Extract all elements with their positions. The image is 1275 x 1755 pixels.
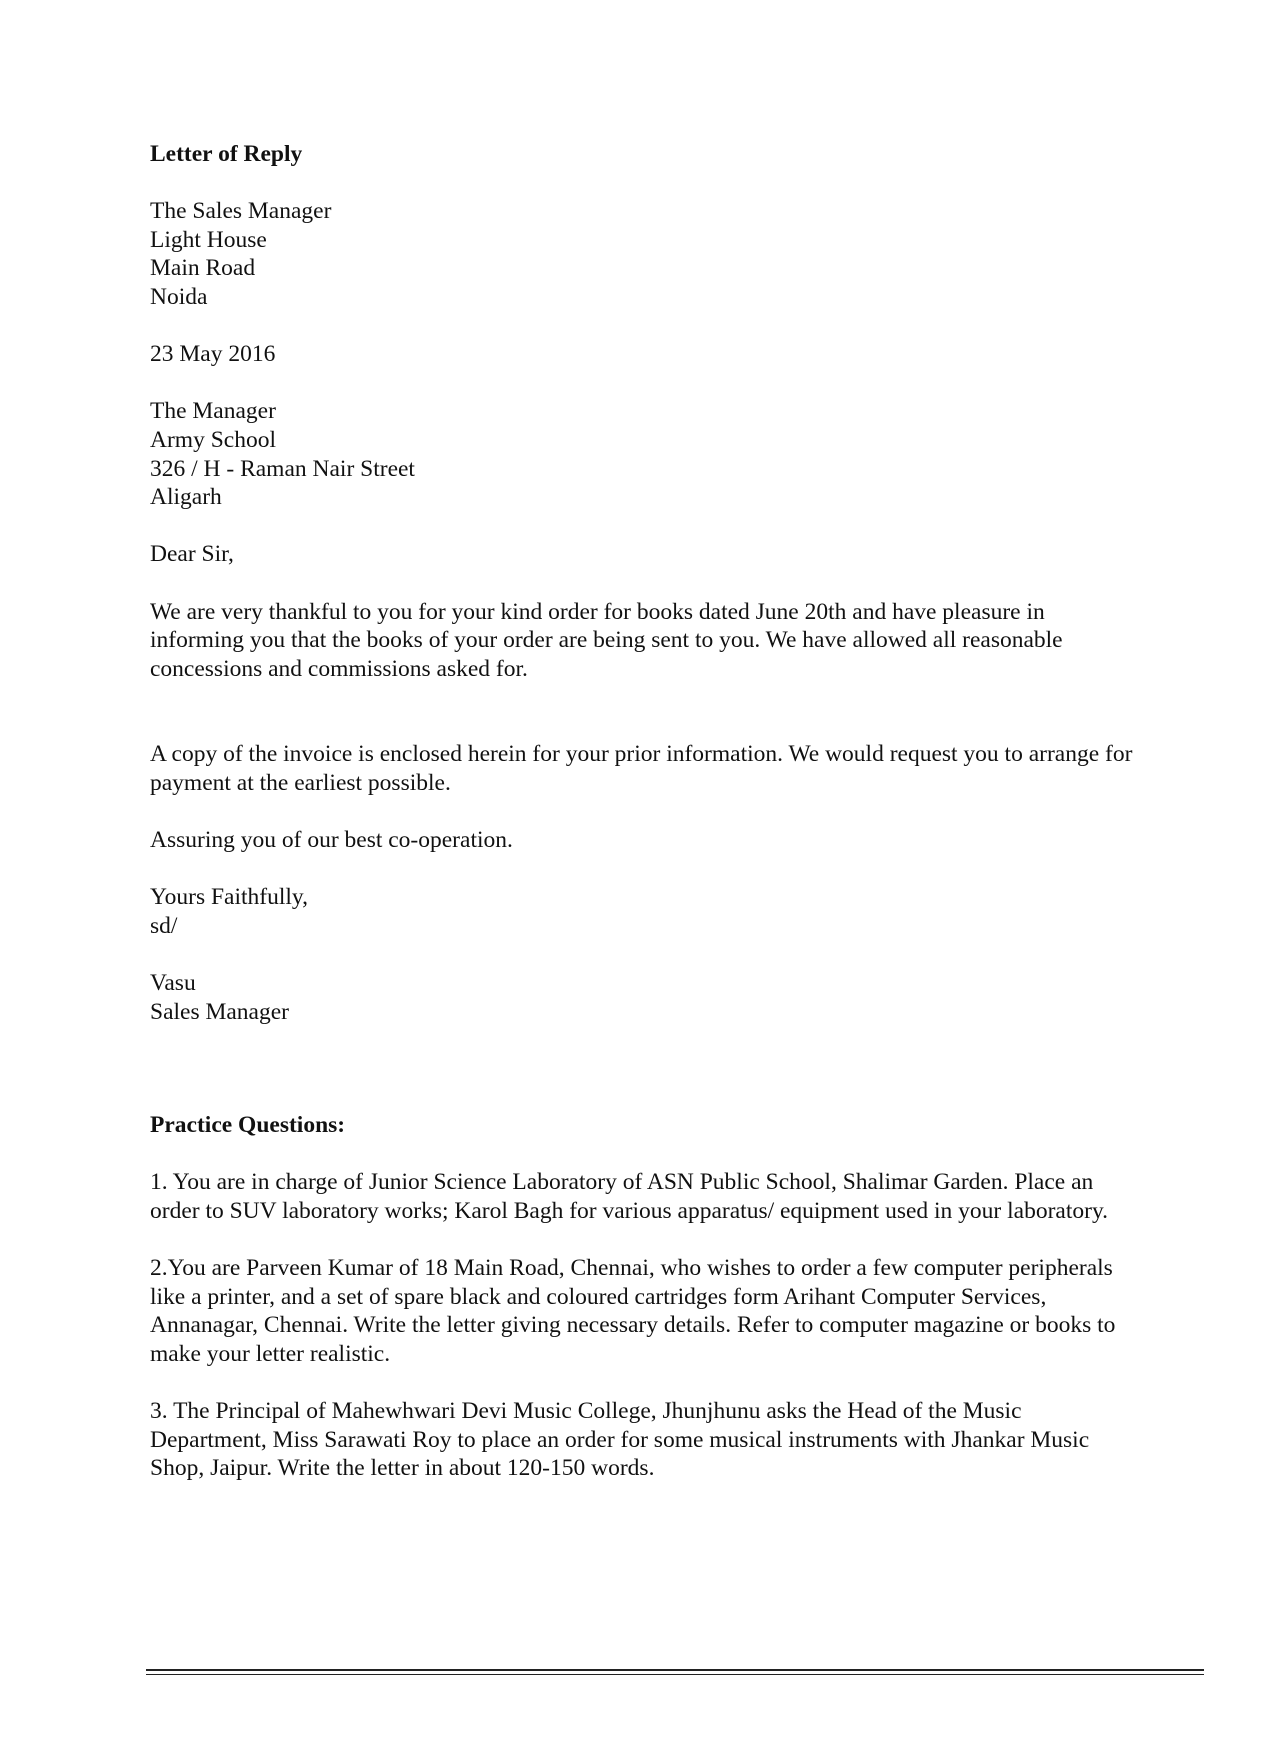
signatory [150, 969, 1210, 1026]
salutation: Dear Sir, [150, 541, 234, 568]
question-line: order to SUV laboratory works; Karol Bagh for various apparatus/ equipment used in your laboratory. [150, 1198, 1109, 1224]
question-line: Shop, Jaipur. Write the letter in about 120-150 words. [150, 1455, 655, 1482]
recipient-line: The Manager [150, 398, 276, 425]
letter-date: 23 May 2016 [150, 341, 276, 368]
question-line: 1. You are in charge of Junior Science Laboratory of ASN Public School, Shalimar Garden. Place an [150, 1169, 1094, 1196]
paragraph-line: A copy of the invoice is enclosed herein for your prior information. We would request you to arrange for [150, 741, 1133, 768]
paragraph-line: informing you that the books of your order are being sent to you. We have allowed all reasonable [150, 627, 1063, 654]
question-line: Annanagar, Chennai. Write the letter giving necessary details. Refer to computer magazine or books to [150, 1312, 1116, 1339]
signatory-name: Vasu [150, 970, 196, 997]
question-line: like a printer, and a set of spare black and coloured cartridges form Arihant Computer Services, [150, 1283, 1047, 1310]
recipient-line: 326 / H - Raman Nair Street [150, 455, 415, 482]
signature-mark: sd/ [150, 912, 178, 939]
recipient-address [150, 397, 1210, 511]
question-line: 2.You are Parveen Kumar of 18 Main Road, Chennai, who wishes to order a few computer peripherals [150, 1255, 1113, 1282]
recipient-line: Aligarh [150, 484, 222, 511]
sender-address [150, 197, 1210, 311]
letter-title: Letter of Reply [150, 141, 303, 167]
recipient-line: Army School [150, 426, 276, 453]
sender-line: The Sales Manager [150, 198, 332, 225]
complimentary-close: Yours Faithfully, [150, 884, 309, 911]
footer-double-rule [146, 1669, 1204, 1675]
closing-line: Assuring you of our best co-operation. [150, 827, 513, 854]
question-1 [150, 1168, 1210, 1225]
signature-block [150, 883, 1210, 940]
body-paragraph-2 [150, 740, 1210, 797]
paragraph-line: payment at the earliest possible. [150, 769, 451, 796]
body-paragraph-1 [150, 598, 1210, 684]
sender-line: Main Road [150, 255, 256, 282]
question-2 [150, 1254, 1210, 1368]
practice-heading: Practice Questions: [150, 1112, 346, 1139]
paragraph-line: concessions and commissions asked for. [150, 655, 528, 682]
question-3 [150, 1397, 1210, 1483]
signatory-title: Sales Manager [150, 998, 289, 1025]
question-line: make your letter realistic. [150, 1340, 391, 1367]
paragraph-line: We are very thankful to you for your kind order for books dated June 20th and have pleasure in [150, 598, 1045, 625]
question-line: 3. The Principal of Mahewhwari Devi Music College, Jhunjhunu asks the Head of the Music [150, 1398, 1022, 1425]
sender-line: Noida [150, 283, 208, 310]
question-line: Department, Miss Sarawati Roy to place an order for some musical instruments with Jhankar Music [150, 1426, 1090, 1453]
letter-page [150, 140, 1210, 1483]
sender-line: Light House [150, 226, 267, 253]
